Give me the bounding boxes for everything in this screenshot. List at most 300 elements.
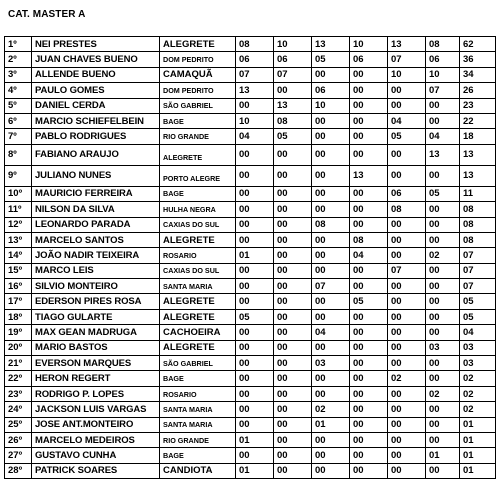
stage-score-cell: 00 (312, 67, 350, 82)
stage-score-cell: 02 (388, 371, 426, 386)
position-cell: 8º (5, 144, 32, 165)
stage-score-cell: 10 (236, 113, 274, 128)
stage-score-cell: 08 (236, 37, 274, 52)
stage-score-cell: 00 (236, 340, 274, 355)
position-cell: 18º (5, 309, 32, 324)
table-row (5, 356, 496, 371)
position-cell: 2º (5, 52, 32, 67)
stage-score-cell: 06 (388, 186, 426, 201)
stage-score-cell: 00 (350, 144, 388, 165)
stage-score-cell: 00 (388, 309, 426, 324)
table-row (5, 432, 496, 447)
total-score-cell: 02 (460, 402, 496, 417)
position-cell: 11º (5, 202, 32, 217)
stage-score-cell: 04 (312, 325, 350, 340)
table-row (5, 217, 496, 232)
stage-score-cell: 10 (350, 37, 388, 52)
stage-score-cell: 00 (274, 83, 312, 98)
stage-score-cell: 00 (274, 186, 312, 201)
stage-score-cell: 00 (274, 386, 312, 401)
stage-score-cell: 00 (274, 248, 312, 263)
total-score-cell: 36 (460, 52, 496, 67)
total-score-cell: 13 (460, 165, 496, 186)
city-cell: BAGE (160, 186, 236, 201)
total-score-cell: 01 (460, 463, 496, 478)
stage-score-cell: 13 (312, 37, 350, 52)
city-cell: DOM PEDRITO (160, 52, 236, 67)
total-score-cell: 05 (460, 309, 496, 324)
stage-score-cell: 01 (236, 463, 274, 478)
stage-score-cell: 00 (350, 417, 388, 432)
total-score-cell: 04 (460, 325, 496, 340)
stage-score-cell: 00 (312, 113, 350, 128)
stage-score-cell: 00 (388, 165, 426, 186)
total-score-cell: 01 (460, 448, 496, 463)
total-score-cell: 62 (460, 37, 496, 52)
stage-score-cell: 00 (274, 463, 312, 478)
stage-score-cell: 00 (426, 463, 460, 478)
stage-score-cell: 00 (388, 144, 426, 165)
stage-score-cell: 00 (350, 356, 388, 371)
table-row (5, 386, 496, 401)
city-cell: ROSARIO (160, 248, 236, 263)
stage-score-cell: 00 (350, 371, 388, 386)
stage-score-cell: 00 (236, 371, 274, 386)
stage-score-cell: 05 (274, 129, 312, 144)
competitor-name-cell: RODRIGO P. LOPES (32, 386, 160, 401)
stage-score-cell: 00 (236, 448, 274, 463)
stage-score-cell: 00 (388, 83, 426, 98)
stage-score-cell: 06 (426, 52, 460, 67)
stage-score-cell: 00 (312, 165, 350, 186)
city-cell: CAXIAS DO SUL (160, 217, 236, 232)
stage-score-cell: 00 (236, 263, 274, 278)
stage-score-cell: 05 (426, 186, 460, 201)
page-title: CAT. MASTER A (8, 9, 86, 20)
competitor-name-cell: JULIANO NUNES (32, 165, 160, 186)
competitor-name-cell: EDERSON PIRES ROSA (32, 294, 160, 309)
stage-score-cell: 00 (236, 202, 274, 217)
stage-score-cell: 00 (312, 371, 350, 386)
stage-score-cell: 00 (426, 165, 460, 186)
table-row (5, 248, 496, 263)
city-cell: ALEGRETE (160, 294, 236, 309)
city-cell: CANDIOTA (160, 463, 236, 478)
stage-score-cell: 00 (274, 325, 312, 340)
competitor-name-cell: JACKSON LUIS VARGAS (32, 402, 160, 417)
city-cell: ROSARIO (160, 386, 236, 401)
stage-score-cell: 00 (236, 402, 274, 417)
stage-score-cell: 00 (350, 217, 388, 232)
stage-score-cell: 06 (274, 52, 312, 67)
total-score-cell: 34 (460, 67, 496, 82)
competitor-name-cell: GUSTAVO CUNHA (32, 448, 160, 463)
table-row (5, 402, 496, 417)
stage-score-cell: 00 (388, 217, 426, 232)
total-score-cell: 08 (460, 232, 496, 247)
stage-score-cell: 02 (426, 386, 460, 401)
city-cell: BAGE (160, 448, 236, 463)
position-cell: 25º (5, 417, 32, 432)
position-cell: 12º (5, 217, 32, 232)
stage-score-cell: 00 (388, 340, 426, 355)
stage-score-cell: 00 (350, 432, 388, 447)
stage-score-cell: 10 (388, 67, 426, 82)
total-score-cell: 02 (460, 386, 496, 401)
competitor-name-cell: JOÃO NADIR TEIXEIRA (32, 248, 160, 263)
stage-score-cell: 00 (426, 371, 460, 386)
table-row (5, 448, 496, 463)
table-row (5, 340, 496, 355)
stage-score-cell: 00 (236, 386, 274, 401)
stage-score-cell: 00 (236, 356, 274, 371)
stage-score-cell: 00 (312, 386, 350, 401)
total-score-cell: 07 (460, 248, 496, 263)
stage-score-cell: 05 (388, 129, 426, 144)
stage-score-cell: 00 (350, 340, 388, 355)
total-score-cell: 07 (460, 279, 496, 294)
city-cell: RIO GRANDE (160, 129, 236, 144)
table-row (5, 232, 496, 247)
competitor-name-cell: MARCIO SCHIEFELBEIN (32, 113, 160, 128)
stage-score-cell: 07 (388, 263, 426, 278)
stage-score-cell: 00 (388, 463, 426, 478)
table-row (5, 83, 496, 98)
stage-score-cell: 00 (350, 279, 388, 294)
total-score-cell: 08 (460, 202, 496, 217)
table-row (5, 67, 496, 82)
stage-score-cell: 00 (236, 325, 274, 340)
total-score-cell: 02 (460, 371, 496, 386)
stage-score-cell: 00 (350, 98, 388, 113)
stage-score-cell: 00 (426, 309, 460, 324)
stage-score-cell: 13 (388, 37, 426, 52)
city-cell: BAGE (160, 113, 236, 128)
stage-score-cell: 02 (312, 402, 350, 417)
stage-score-cell: 08 (350, 232, 388, 247)
position-cell: 24º (5, 402, 32, 417)
total-score-cell: 11 (460, 186, 496, 201)
stage-score-cell: 00 (312, 144, 350, 165)
stage-score-cell: 10 (274, 37, 312, 52)
competitor-name-cell: JOSE ANT.MONTEIRO (32, 417, 160, 432)
standings-body (5, 37, 496, 479)
city-cell: HULHA NEGRA (160, 202, 236, 217)
stage-score-cell: 08 (312, 217, 350, 232)
competitor-name-cell: DANIEL CERDA (32, 98, 160, 113)
total-score-cell: 18 (460, 129, 496, 144)
stage-score-cell: 00 (274, 232, 312, 247)
stage-score-cell: 00 (350, 113, 388, 128)
city-cell: SANTA MARIA (160, 417, 236, 432)
stage-score-cell: 00 (388, 294, 426, 309)
city-cell: ALEGRETE (160, 37, 236, 52)
table-row (5, 325, 496, 340)
total-score-cell: 13 (460, 144, 496, 165)
stage-score-cell: 01 (236, 248, 274, 263)
stage-score-cell: 04 (350, 248, 388, 263)
competitor-name-cell: MAURICIO FERREIRA (32, 186, 160, 201)
stage-score-cell: 00 (274, 448, 312, 463)
stage-score-cell: 00 (350, 448, 388, 463)
stage-score-cell: 00 (426, 417, 460, 432)
position-cell: 10º (5, 186, 32, 201)
stage-score-cell: 00 (312, 202, 350, 217)
stage-score-cell: 07 (388, 52, 426, 67)
stage-score-cell: 00 (274, 202, 312, 217)
position-cell: 3º (5, 67, 32, 82)
stage-score-cell: 00 (236, 217, 274, 232)
city-cell: PORTO ALEGRE (160, 165, 236, 186)
stage-score-cell: 00 (312, 340, 350, 355)
stage-score-cell: 10 (312, 98, 350, 113)
position-cell: 22º (5, 371, 32, 386)
stage-score-cell: 00 (426, 98, 460, 113)
competitor-name-cell: FABIANO ARAUJO (32, 144, 160, 165)
stage-score-cell: 00 (388, 325, 426, 340)
position-cell: 15º (5, 263, 32, 278)
city-cell: CAMAQUÃ (160, 67, 236, 82)
stage-score-cell: 00 (312, 448, 350, 463)
stage-score-cell: 00 (388, 386, 426, 401)
competitor-name-cell: PAULO GOMES (32, 83, 160, 98)
stage-score-cell: 00 (426, 279, 460, 294)
city-cell: ALEGRETE (160, 144, 236, 165)
competitor-name-cell: MAX GEAN MADRUGA (32, 325, 160, 340)
competitor-name-cell: MARCELO MEDEIROS (32, 432, 160, 447)
position-cell: 19º (5, 325, 32, 340)
stage-score-cell: 00 (388, 248, 426, 263)
city-cell: BAGE (160, 371, 236, 386)
city-cell: RIO GRANDE (160, 432, 236, 447)
stage-score-cell: 05 (236, 309, 274, 324)
city-cell: SANTA MARIA (160, 279, 236, 294)
table-row (5, 129, 496, 144)
table-row (5, 144, 496, 165)
position-cell: 17º (5, 294, 32, 309)
stage-score-cell: 00 (388, 98, 426, 113)
stage-score-cell: 01 (426, 448, 460, 463)
position-cell: 1º (5, 37, 32, 52)
stage-score-cell: 01 (312, 417, 350, 432)
table-row (5, 202, 496, 217)
city-cell: SANTA MARIA (160, 402, 236, 417)
city-cell: ALEGRETE (160, 232, 236, 247)
stage-score-cell: 00 (274, 402, 312, 417)
stage-score-cell: 05 (350, 294, 388, 309)
total-score-cell: 08 (460, 217, 496, 232)
stage-score-cell: 00 (236, 186, 274, 201)
table-row (5, 165, 496, 186)
stage-score-cell: 00 (388, 279, 426, 294)
stage-score-cell: 00 (312, 129, 350, 144)
total-score-cell: 05 (460, 294, 496, 309)
stage-score-cell: 00 (236, 279, 274, 294)
position-cell: 7º (5, 129, 32, 144)
table-row (5, 37, 496, 52)
stage-score-cell: 00 (388, 232, 426, 247)
stage-score-cell: 00 (426, 402, 460, 417)
position-cell: 28º (5, 463, 32, 478)
position-cell: 14º (5, 248, 32, 263)
total-score-cell: 03 (460, 356, 496, 371)
stage-score-cell: 07 (236, 67, 274, 82)
stage-score-cell: 00 (426, 263, 460, 278)
stage-score-cell: 00 (236, 232, 274, 247)
stage-score-cell: 00 (426, 356, 460, 371)
stage-score-cell: 00 (274, 294, 312, 309)
position-cell: 5º (5, 98, 32, 113)
stage-score-cell: 00 (274, 165, 312, 186)
stage-score-cell: 00 (312, 463, 350, 478)
stage-score-cell: 00 (236, 417, 274, 432)
table-row (5, 98, 496, 113)
position-cell: 9º (5, 165, 32, 186)
stage-score-cell: 02 (426, 248, 460, 263)
table-row (5, 263, 496, 278)
total-score-cell: 03 (460, 340, 496, 355)
stage-score-cell: 00 (350, 309, 388, 324)
stage-score-cell: 04 (236, 129, 274, 144)
stage-score-cell: 00 (350, 83, 388, 98)
stage-score-cell: 00 (426, 217, 460, 232)
competitor-name-cell: PATRICK SOARES (32, 463, 160, 478)
stage-score-cell: 10 (426, 67, 460, 82)
stage-score-cell: 00 (312, 248, 350, 263)
stage-score-cell: 00 (350, 325, 388, 340)
stage-score-cell: 00 (236, 165, 274, 186)
position-cell: 13º (5, 232, 32, 247)
city-cell: CAXIAS DO SUL (160, 263, 236, 278)
stage-score-cell: 00 (312, 432, 350, 447)
stage-score-cell: 00 (274, 417, 312, 432)
stage-score-cell: 00 (274, 263, 312, 278)
stage-score-cell: 05 (312, 52, 350, 67)
competitor-name-cell: MARCELO SANTOS (32, 232, 160, 247)
stage-score-cell: 00 (426, 202, 460, 217)
table-row (5, 309, 496, 324)
table-row (5, 463, 496, 478)
table-row (5, 294, 496, 309)
stage-score-cell: 08 (274, 113, 312, 128)
city-cell: ALEGRETE (160, 340, 236, 355)
table-row (5, 186, 496, 201)
stage-score-cell: 07 (312, 279, 350, 294)
stage-score-cell: 00 (350, 386, 388, 401)
position-cell: 4º (5, 83, 32, 98)
stage-score-cell: 03 (426, 340, 460, 355)
stage-score-cell: 00 (350, 129, 388, 144)
stage-score-cell: 00 (350, 186, 388, 201)
competitor-name-cell: ALLENDE BUENO (32, 67, 160, 82)
stage-score-cell: 04 (426, 129, 460, 144)
stage-score-cell: 00 (350, 402, 388, 417)
stage-score-cell: 06 (350, 52, 388, 67)
stage-score-cell: 00 (236, 144, 274, 165)
stage-score-cell: 00 (274, 279, 312, 294)
stage-score-cell: 00 (312, 232, 350, 247)
stage-score-cell: 00 (274, 432, 312, 447)
stage-score-cell: 00 (236, 294, 274, 309)
position-cell: 16º (5, 279, 32, 294)
stage-score-cell: 00 (350, 67, 388, 82)
competitor-name-cell: MARIO BASTOS (32, 340, 160, 355)
stage-score-cell: 00 (350, 202, 388, 217)
stage-score-cell: 00 (426, 432, 460, 447)
competitor-name-cell: EVERSON MARQUES (32, 356, 160, 371)
city-cell: ALEGRETE (160, 309, 236, 324)
stage-score-cell: 00 (274, 144, 312, 165)
stage-score-cell: 00 (426, 325, 460, 340)
position-cell: 27º (5, 448, 32, 463)
total-score-cell: 01 (460, 432, 496, 447)
competitor-name-cell: HERON REGERT (32, 371, 160, 386)
city-cell: CACHOEIRA (160, 325, 236, 340)
stage-score-cell: 13 (350, 165, 388, 186)
stage-score-cell: 00 (388, 432, 426, 447)
total-score-cell: 26 (460, 83, 496, 98)
city-cell: DOM PEDRITO (160, 83, 236, 98)
stage-score-cell: 00 (426, 113, 460, 128)
stage-score-cell: 13 (274, 98, 312, 113)
stage-score-cell: 07 (274, 67, 312, 82)
city-cell: SÃO GABRIEL (160, 356, 236, 371)
stage-score-cell: 00 (312, 263, 350, 278)
stage-score-cell: 13 (426, 144, 460, 165)
competitor-name-cell: NEI PRESTES (32, 37, 160, 52)
stage-score-cell: 00 (426, 232, 460, 247)
stage-score-cell: 00 (350, 463, 388, 478)
stage-score-cell: 08 (388, 202, 426, 217)
position-cell: 26º (5, 432, 32, 447)
stage-score-cell: 00 (236, 98, 274, 113)
stage-score-cell: 00 (350, 263, 388, 278)
stage-score-cell: 03 (312, 356, 350, 371)
standings-table (4, 36, 496, 479)
position-cell: 20º (5, 340, 32, 355)
stage-score-cell: 00 (388, 448, 426, 463)
table-row (5, 417, 496, 432)
stage-score-cell: 00 (388, 417, 426, 432)
stage-score-cell: 07 (426, 83, 460, 98)
stage-score-cell: 08 (426, 37, 460, 52)
stage-score-cell: 00 (274, 371, 312, 386)
stage-score-cell: 01 (236, 432, 274, 447)
stage-score-cell: 04 (388, 113, 426, 128)
total-score-cell: 01 (460, 417, 496, 432)
competitor-name-cell: NILSON DA SILVA (32, 202, 160, 217)
position-cell: 21º (5, 356, 32, 371)
total-score-cell: 23 (460, 98, 496, 113)
city-cell: SÃO GABRIEL (160, 98, 236, 113)
stage-score-cell: 00 (388, 402, 426, 417)
stage-score-cell: 06 (312, 83, 350, 98)
competitor-name-cell: MARCO LEIS (32, 263, 160, 278)
competitor-name-cell: JUAN CHAVES BUENO (32, 52, 160, 67)
competitor-name-cell: PABLO RODRIGUES (32, 129, 160, 144)
competitor-name-cell: TIAGO GULARTE (32, 309, 160, 324)
total-score-cell: 07 (460, 263, 496, 278)
stage-score-cell: 00 (312, 294, 350, 309)
table-row (5, 371, 496, 386)
competitor-name-cell: LEONARDO PARADA (32, 217, 160, 232)
table-row (5, 52, 496, 67)
table-row (5, 113, 496, 128)
stage-score-cell: 00 (274, 340, 312, 355)
competitor-name-cell: SILVIO MONTEIRO (32, 279, 160, 294)
stage-score-cell: 00 (312, 309, 350, 324)
stage-score-cell: 13 (236, 83, 274, 98)
